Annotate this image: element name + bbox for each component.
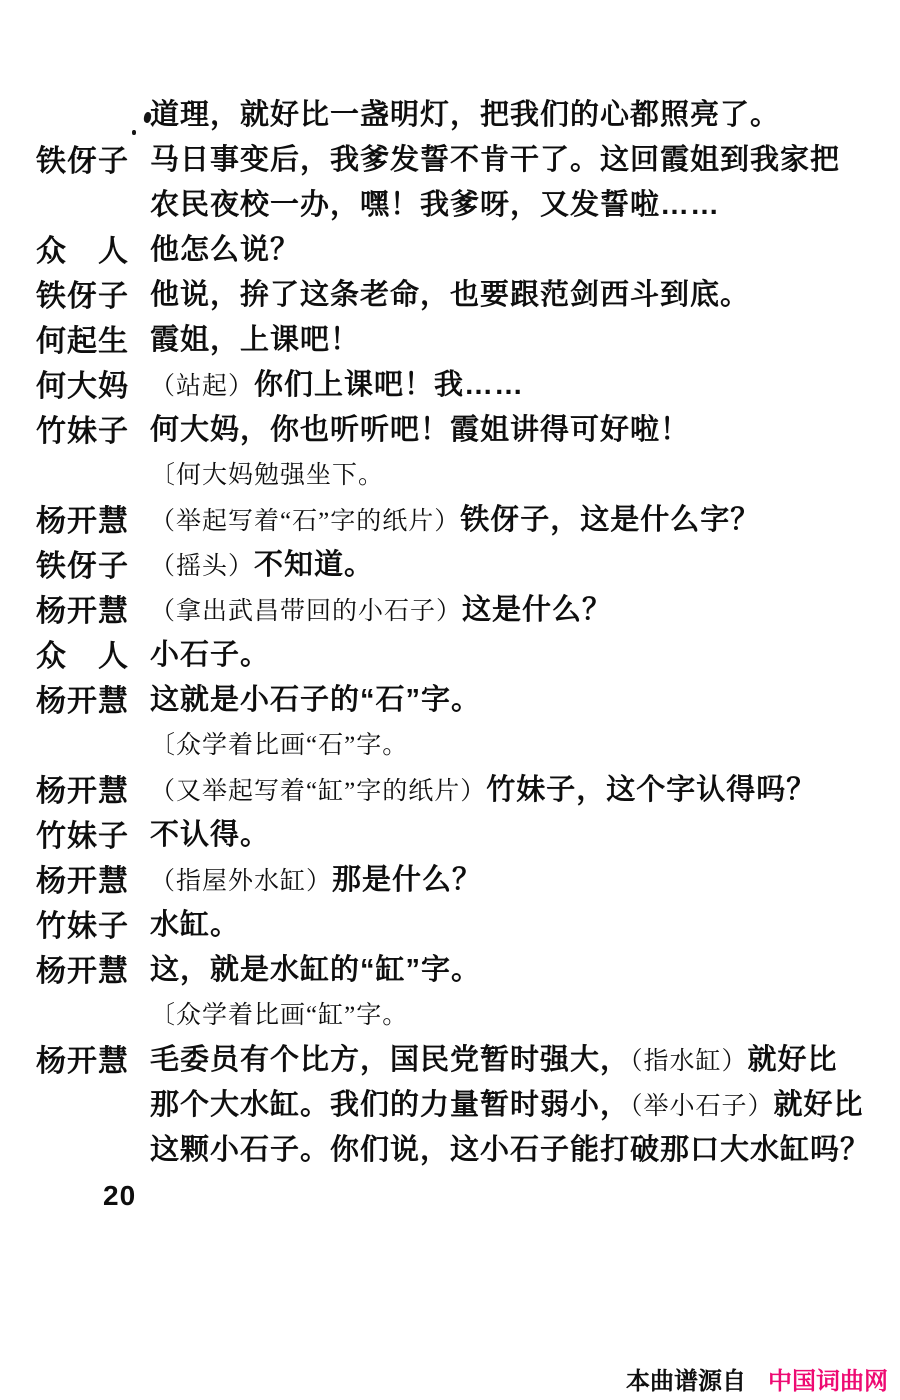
script-line-speech — [0, 315, 900, 360]
script-line-speech — [0, 945, 900, 990]
line-text — [150, 632, 900, 673]
speaker-name: 何起生 — [36, 324, 129, 358]
dialogue-text: 就好比 — [747, 1044, 838, 1076]
dialogue-text: 道理，就好比一盏明灯，把我们的心都照亮了。 — [150, 99, 781, 131]
line-text — [150, 542, 900, 583]
dialogue-text: 这是什么？ — [462, 594, 613, 626]
dialogue-text: 这颗小石子。你们说，这小石子能打破那口大水缸吗？ — [150, 1134, 871, 1166]
page-number: 20 — [103, 1180, 137, 1211]
script-line-speech — [0, 405, 900, 450]
line-text — [150, 677, 900, 718]
script-line-speech — [0, 630, 900, 675]
line-text — [150, 407, 900, 448]
dialogue-text: 霞姐，上课吧！ — [150, 324, 361, 356]
line-text — [150, 362, 900, 403]
script-line-speech — [0, 270, 900, 315]
dialogue-text: 那个大水缸。我们的力量暂时弱小， — [150, 1089, 631, 1121]
script-line-continuation — [0, 1125, 900, 1170]
line-text — [150, 1082, 900, 1123]
stage-direction-text: （指屋外水缸） — [150, 868, 333, 895]
line-text — [150, 137, 900, 178]
script-line-stage — [0, 990, 900, 1035]
line-text — [150, 587, 900, 628]
line-text — [150, 767, 900, 808]
speaker-name: 铁伢子 — [36, 279, 129, 313]
dialogue-text: 这就是小石子的“石”字。 — [150, 684, 482, 716]
speaker-name: 众 人 — [36, 234, 129, 268]
line-text — [150, 497, 900, 538]
line-text — [150, 317, 900, 358]
dialogue-text: 他怎么说？ — [150, 234, 301, 266]
dialogue-text: 他说，拚了这条老命，也要跟范剑西斗到底。 — [150, 279, 751, 311]
script-line-speech — [0, 900, 900, 945]
stage-direction-text: （指水缸） — [630, 1048, 748, 1075]
dialogue-text: 不认得。 — [150, 819, 271, 851]
line-text — [150, 272, 900, 313]
stage-direction-text: （举小石子） — [630, 1093, 774, 1120]
script-line-continuation — [0, 180, 900, 225]
dialogue-text: 就好比 — [773, 1089, 864, 1121]
script-line-speech — [0, 1035, 900, 1080]
script-line-speech — [0, 540, 900, 585]
stage-direction-text: （拿出武昌带回的小石子） — [150, 598, 463, 625]
speaker-name: 杨开慧 — [36, 594, 129, 628]
speaker-name: 竹妹子 — [36, 414, 129, 448]
speaker-name: 竹妹子 — [36, 909, 129, 943]
line-text — [150, 812, 900, 853]
script-line-stage — [0, 720, 900, 765]
stage-direction-text: （又举起写着“缸”字的纸片） — [150, 778, 487, 805]
speaker-name: 众 人 — [36, 639, 129, 673]
line-text — [150, 1127, 900, 1168]
dialogue-text: 马日事变后，我爹发誓不肯干了。这回霞姐到我家把 — [150, 144, 841, 176]
line-text — [150, 1037, 900, 1078]
line-text — [150, 995, 900, 1031]
script-line-stage — [0, 450, 900, 495]
watermark-brand: 中国词曲网 — [768, 1368, 888, 1395]
speaker-name: 竹妹子 — [36, 819, 129, 853]
speaker-name: 杨开慧 — [36, 864, 129, 898]
dialogue-text: 那是什么？ — [332, 864, 483, 896]
speaker-name: 铁伢子 — [36, 144, 129, 178]
stage-direction-text: 〔何大妈勉强坐下。 — [150, 461, 385, 489]
dialogue-text: 不知道。 — [254, 549, 375, 581]
speaker-name: 杨开慧 — [36, 684, 129, 718]
script-line-continuation — [0, 90, 900, 135]
line-text — [150, 182, 900, 223]
stage-direction-text: （举起写着“石”字的纸片） — [150, 508, 461, 535]
speaker-name: 何大妈 — [36, 369, 129, 403]
dialogue-text: 水缸。 — [150, 909, 241, 941]
dialogue-text: 铁伢子，这是什么字？ — [460, 504, 761, 536]
script-line-speech — [0, 135, 900, 180]
line-text — [150, 92, 900, 133]
line-text — [150, 902, 900, 943]
dialogue-text: 竹妹子，这个字认得吗？ — [486, 774, 817, 806]
speaker-name: 杨开慧 — [36, 1044, 129, 1078]
script-line-speech — [0, 855, 900, 900]
line-text — [150, 947, 900, 988]
stage-direction-text: 〔众学着比画“缸”字。 — [150, 1001, 409, 1029]
dialogue-text: 毛委员有个比方，国民党暂时强大， — [150, 1044, 631, 1076]
script-line-speech — [0, 765, 900, 810]
line-text — [150, 227, 900, 268]
dialogue-text: 这，就是水缸的“缸”字。 — [150, 954, 482, 986]
stage-direction-text: （摇头） — [150, 553, 255, 580]
dialogue-text: 农民夜校一办，嘿！我爹呀，又发誓啦…… — [150, 189, 721, 221]
speaker-name: 杨开慧 — [36, 504, 129, 538]
script-line-continuation — [0, 1080, 900, 1125]
script-line-speech — [0, 585, 900, 630]
line-text — [150, 455, 900, 491]
script-line-speech — [0, 495, 900, 540]
script-line-speech — [0, 360, 900, 405]
line-text — [150, 857, 900, 898]
stage-direction-text: （站起） — [150, 373, 255, 400]
dialogue-text: 小石子。 — [150, 639, 271, 671]
script-line-speech — [0, 810, 900, 855]
stage-direction-text: 〔众学着比画“石”字。 — [150, 731, 409, 759]
speaker-name: 杨开慧 — [36, 774, 129, 808]
dialogue-text: 何大妈，你也听听吧！霞姐讲得可好啦！ — [150, 414, 691, 446]
script-line-speech — [0, 675, 900, 720]
watermark-prefix: 本曲谱源自 — [626, 1368, 746, 1395]
speaker-name: 铁伢子 — [36, 549, 129, 583]
script-line-speech — [0, 225, 900, 270]
dialogue-text: 你们上课吧！我…… — [254, 369, 525, 401]
watermark — [626, 1361, 888, 1396]
line-text — [150, 725, 900, 761]
speaker-name: 杨开慧 — [36, 954, 129, 988]
